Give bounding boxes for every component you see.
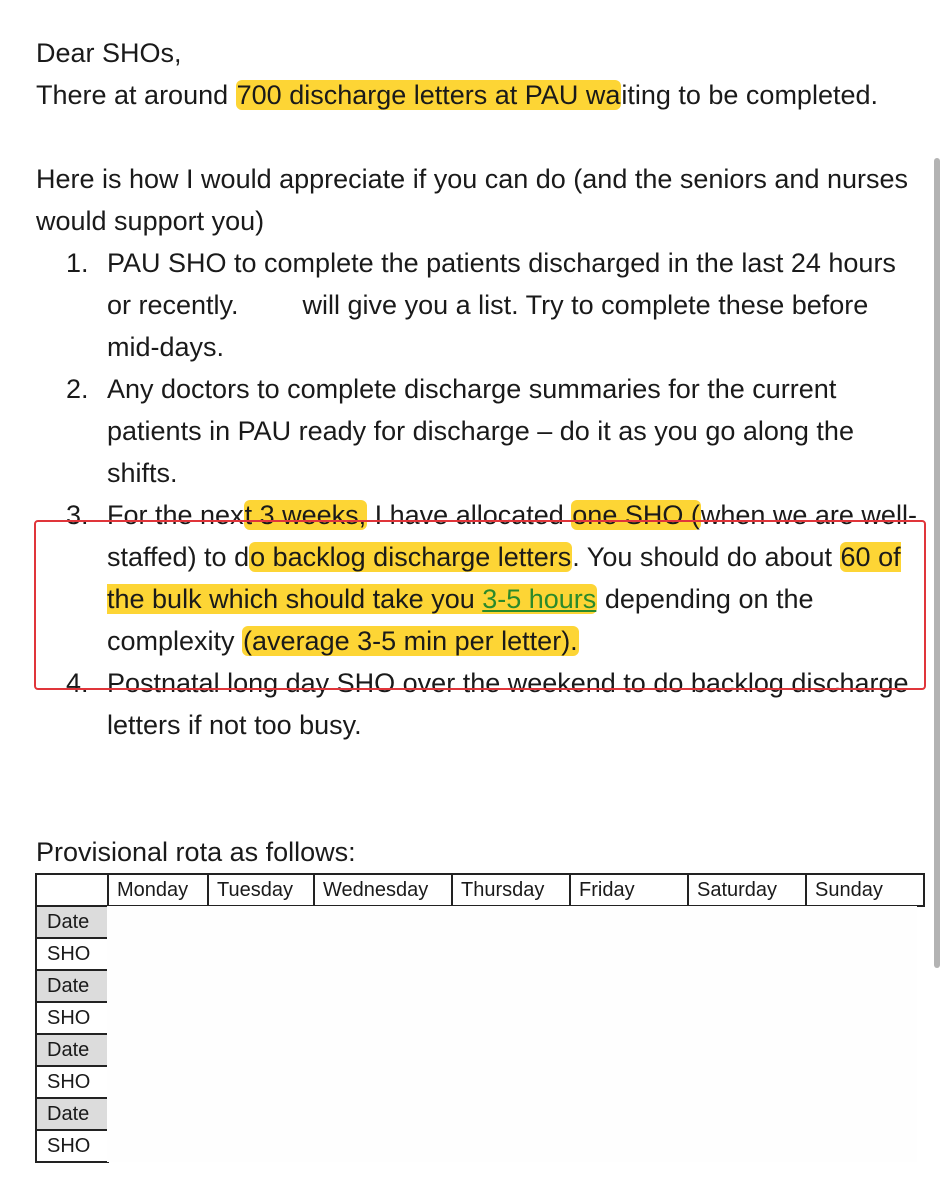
rota-title: Provisional rota as follows: [36, 837, 356, 867]
highlight-average-time: (average 3-5 min per letter). [243, 626, 578, 656]
highlight-one-sho: one SHO ( [572, 500, 700, 530]
rota-header-row [36, 874, 924, 906]
rota-row-label: SHO [36, 1130, 108, 1162]
rota-row-label: SHO [36, 938, 108, 970]
list-item-1 [36, 242, 926, 368]
scrollbar[interactable] [934, 158, 940, 968]
rota-row-label: Date [36, 1098, 108, 1130]
redaction-overlay [107, 906, 917, 1162]
item-4-text: Postnatal long day SHO over the weekend to do backlog discharge letters if not too busy. [107, 668, 909, 740]
highlight-700-letters: 700 discharge letters at PAU wa [236, 80, 621, 110]
rota-row-label: Date [36, 970, 108, 1002]
list-item-2 [36, 368, 926, 494]
list-number: 3. [66, 500, 89, 530]
rota-row-label: Date [36, 906, 108, 938]
instruction-list [36, 242, 926, 746]
rota-row-label: SHO [36, 1002, 108, 1034]
list-number: 2. [66, 374, 89, 404]
list-number: 4. [66, 668, 89, 698]
item-3-text-1: For the nex [107, 500, 244, 530]
rota-row-label: Date [36, 1034, 108, 1066]
request-paragraph: Here is how I would appreciate if you can do (and the seniors and nurses would support you) [36, 164, 909, 236]
rota-corner-cell [36, 874, 108, 906]
list-number: 1. [66, 248, 89, 278]
hours-link[interactable]: 3-5 hours [482, 584, 597, 614]
highlight-60-text: 60 of the bulk which should take you [107, 542, 901, 614]
list-item-3 [36, 494, 926, 662]
item-3-text-2: I have allocated [367, 500, 572, 530]
item-2-text: Any doctors to complete discharge summaries for the current patients in PAU ready for discharge – do it as you go along the shifts. [107, 374, 854, 488]
paragraph-gap [36, 116, 926, 158]
rota-row-label: SHO [36, 1066, 108, 1098]
item-3-text-4: . You should do about [572, 542, 840, 572]
rota-day-header: Monday [108, 874, 208, 906]
intro-post: iting to be completed. [621, 80, 879, 110]
rota-day-header: Friday [570, 874, 688, 906]
intro-pre: There at around [36, 80, 236, 110]
item-3-text-3: when we are well-staffed) to d [107, 500, 917, 572]
item-1-text-a: PAU SHO to complete the patients discharged in the last 24 hours or recently. [107, 248, 896, 320]
rota-day-header: Saturday [688, 874, 806, 906]
item-1-text-b: will give you a list. Try to complete these before mid-days. [107, 290, 869, 362]
greeting: Dear SHOs, [36, 38, 182, 68]
highlight-backlog-letters: o backlog discharge letters [250, 542, 572, 572]
list-item-4 [36, 662, 926, 746]
rota-day-header: Tuesday [208, 874, 314, 906]
rota-day-header: Sunday [806, 874, 924, 906]
rota-day-header: Wednesday [314, 874, 452, 906]
intro-paragraph [36, 74, 926, 116]
item-3-text-5: depending on the complexity [107, 584, 814, 656]
highlight-3-weeks: t 3 weeks, [244, 500, 367, 530]
rota-day-header: Thursday [452, 874, 570, 906]
document-body [36, 32, 926, 746]
